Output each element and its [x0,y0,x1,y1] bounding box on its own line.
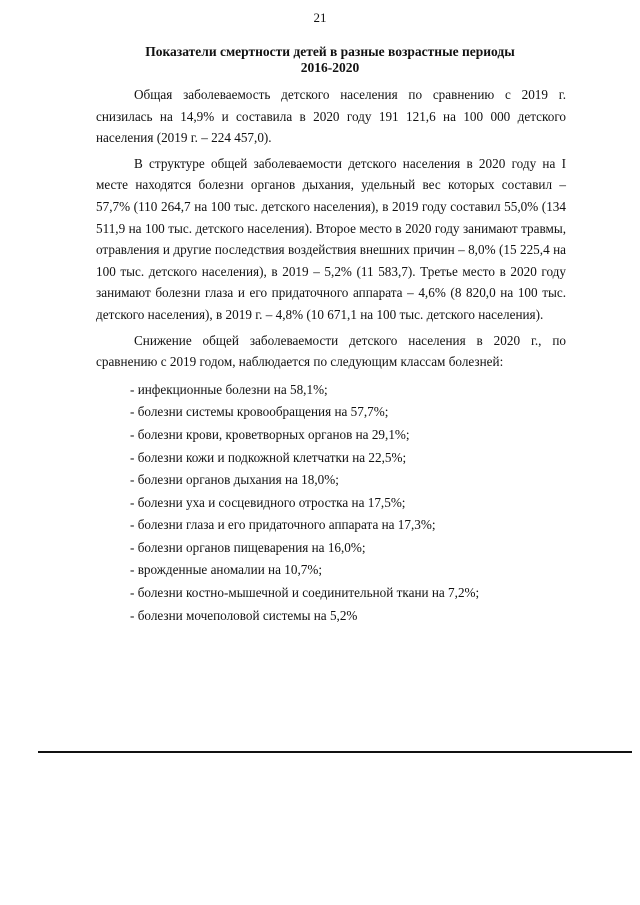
paragraph-general-morbidity: Общая заболеваемость детского населения по сравнению с 2019 г. снизилась на 14,9% и составила в 2020 году 191 121,6 на 100 000 детского населения (2019 г. – 224 457,0). [96,87,566,146]
paragraph-morbidity-structure: В структуре общей заболеваемости детского населения в 2020 году на I месте находятся болезни органов дыхания, удельный вес которых составил – 57,7% (110 264,7 на 100 тыс. детского населения), в 2019 году составил 55,0% (134 511,9 на 100 тыс. детского населения). Второе место в 2020 году занимают травмы, отравления и другие последствия воздействия внешних причин – 8,0% (15 225,4 на 100 тыс. детского населения), в 2019 – 5,2% (11 583,7). Третье место в 2020 году занимают болезни глаза и его придаточного аппарата – 4,6% (8 820,0 на 100 тыс. детского населения), в 2019 г. – 4,8% (10 671,1 на 100 тыс. детского населения). [96,155,566,322]
footer-divider [38,751,632,753]
list-item: - болезни глаза и его придаточного аппарата на 17,3%; [130,517,436,533]
page-number: 21 [313,10,327,25]
list-item: - болезни системы кровообращения на 57,7%; [130,404,389,420]
list-item: - врожденные аномалии на 10,7%; [130,562,322,578]
list-item: - болезни уха и сосцевидного отростка на 17,5%; [130,494,406,510]
list-item: - болезни органов дыхания на 18,0%; [130,472,339,488]
disease-class-list [96,379,566,628]
list-item: - болезни органов пищеварения на 16,0%; [130,539,366,555]
document-body [96,84,566,627]
list-item: - болезни крови, кроветворных органов на 29,1%; [130,426,410,442]
section-title [80,44,580,76]
paragraph-decrease-intro: Снижение общей заболеваемости детского населения в 2020 г., по сравнению с 2019 годом, наблюдается по следующим классам болезней: [96,332,566,370]
section-title-line-1: Показатели смертности детей в разные возрастные периоды [145,44,515,59]
section-title-line-2: 2016-2020 [300,60,360,75]
list-item: - болезни костно-мышечной и соединительной ткани на 7,2%; [130,585,480,601]
list-item: - болезни кожи и подкожной клетчатки на 22,5%; [130,449,407,465]
list-item: - инфекционные болезни на 58,1%; [130,381,328,397]
list-item: - болезни мочеполовой системы на 5,2% [130,607,358,623]
